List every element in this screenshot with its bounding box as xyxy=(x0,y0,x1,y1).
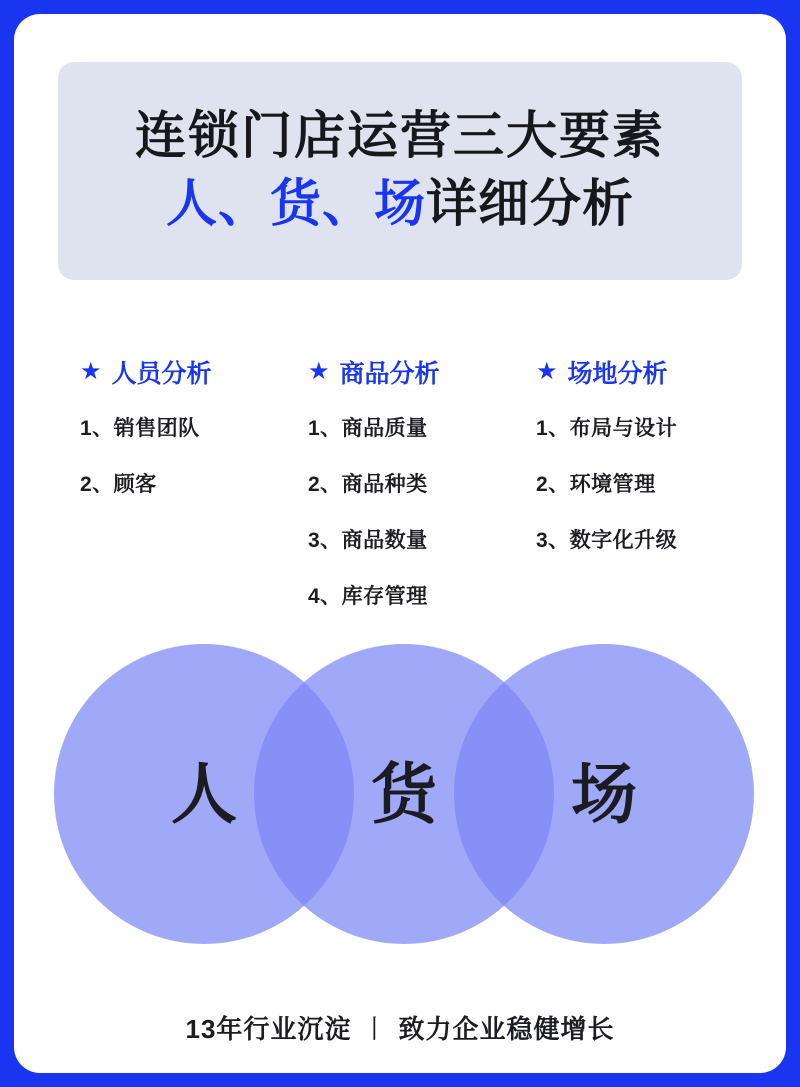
column-people-title: 人员分析 xyxy=(111,360,212,388)
venn-circle-place xyxy=(454,644,754,944)
analysis-columns xyxy=(58,354,742,636)
footer-right: 致力企业稳健增长 xyxy=(398,1014,615,1044)
footer-left: 13年行业沉淀 xyxy=(185,1014,352,1044)
star-icon: ★ xyxy=(536,358,558,385)
venn-circle-people-label: 人 xyxy=(171,757,237,831)
list-item: 4、库存管理 xyxy=(308,585,428,608)
page-subtitle xyxy=(166,172,634,236)
list-item: 2、环境管理 xyxy=(536,473,656,496)
column-people-heading xyxy=(80,354,286,390)
page-subtitle-rest: 详细分析 xyxy=(426,175,635,233)
footer-tagline xyxy=(14,1009,786,1046)
column-goods-title: 商品分析 xyxy=(339,360,440,388)
star-icon: ★ xyxy=(80,358,102,385)
column-goods xyxy=(286,354,514,636)
column-place-heading xyxy=(536,354,742,390)
page-title: 连锁门店运营三大要素 xyxy=(134,107,665,165)
venn-diagram xyxy=(54,644,754,944)
column-place-title: 场地分析 xyxy=(567,360,668,388)
column-goods-heading xyxy=(308,354,514,390)
list-item: 3、数字化升级 xyxy=(536,529,678,552)
venn-circle-goods-label: 货 xyxy=(371,757,437,831)
title-banner xyxy=(58,62,742,280)
column-place xyxy=(514,354,742,636)
venn-circle-place-label: 场 xyxy=(571,757,637,831)
list-item: 2、商品种类 xyxy=(308,473,428,496)
list-item: 1、布局与设计 xyxy=(536,417,678,440)
poster-card xyxy=(14,14,786,1073)
page-subtitle-highlight: 人、货、场 xyxy=(165,175,426,233)
footer-separator: 丨 xyxy=(361,1014,389,1044)
star-icon: ★ xyxy=(308,358,330,385)
list-item: 3、商品数量 xyxy=(308,529,428,552)
list-item: 1、商品质量 xyxy=(308,417,428,440)
list-item: 1、销售团队 xyxy=(80,417,200,440)
column-people xyxy=(58,354,286,636)
list-item: 2、顾客 xyxy=(80,473,157,496)
